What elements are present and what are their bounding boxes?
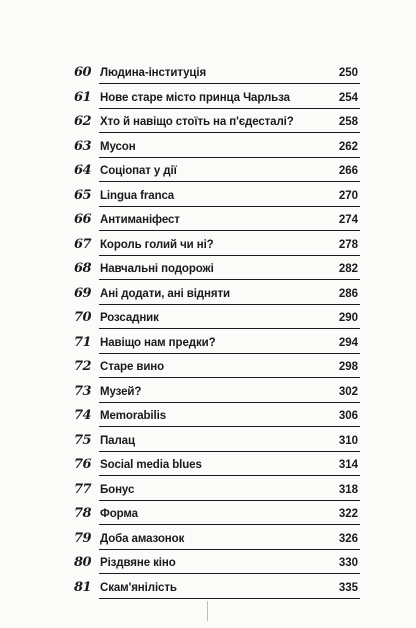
toc-entry[interactable] [74, 62, 360, 87]
chapter-number: 66 [74, 212, 92, 227]
toc-line [99, 503, 360, 525]
chapter-number: 81 [74, 579, 92, 595]
page-number: 318 [338, 483, 358, 496]
chapter-title: Король голий чи ні? [100, 238, 214, 251]
toc-line [99, 528, 360, 550]
toc-entry[interactable] [74, 577, 360, 602]
toc-entry[interactable] [74, 528, 360, 553]
chapter-number: 75 [74, 432, 92, 448]
toc-entry[interactable] [74, 552, 360, 577]
chapter-number: 67 [74, 236, 92, 252]
chapter-title: Людина-інституція [100, 67, 207, 79]
page-number: 262 [338, 140, 358, 153]
chapter-number: 80 [74, 555, 92, 570]
toc-line [99, 111, 360, 133]
page-number: 306 [338, 410, 358, 422]
page-number: 290 [338, 312, 358, 324]
chapter-title: Різдвяне кіно [100, 557, 176, 569]
chapter-number: 64 [74, 163, 92, 178]
chapter-number: 60 [74, 65, 92, 80]
page-number: 326 [338, 532, 358, 545]
toc-line [99, 332, 360, 354]
toc-entry[interactable] [74, 454, 360, 479]
toc-entry[interactable] [74, 209, 360, 234]
page-number: 298 [338, 361, 358, 373]
page-number: 282 [338, 263, 358, 275]
toc-line [99, 405, 360, 427]
chapter-title: Антиманіфест [100, 214, 180, 226]
chapter-title: Доба амазонок [100, 532, 185, 545]
chapter-title: Палац [100, 434, 135, 447]
toc-line [99, 234, 360, 256]
page-number: 254 [338, 91, 358, 104]
table-of-contents [74, 62, 360, 601]
page-number: 274 [338, 214, 358, 226]
toc-entry[interactable] [74, 87, 360, 112]
page-number: 266 [338, 165, 358, 177]
toc-line [99, 283, 360, 305]
chapter-number: 79 [74, 530, 92, 546]
chapter-title: Хто й навіщо стоїть на п'єдесталі? [100, 116, 294, 128]
toc-entry[interactable] [74, 307, 360, 332]
toc-line [99, 185, 360, 207]
chapter-title: Форма [100, 508, 138, 520]
page-number: 250 [338, 67, 358, 79]
toc-line [99, 87, 360, 109]
page-number: 278 [338, 238, 358, 251]
toc-entry[interactable] [74, 258, 360, 283]
toc-entry[interactable] [74, 381, 360, 406]
toc-line [99, 160, 360, 182]
chapter-number: 73 [74, 383, 92, 399]
page-number: 322 [338, 508, 358, 520]
chapter-title: Розсадник [100, 312, 159, 324]
toc-line [99, 381, 360, 403]
page-mark [207, 601, 208, 621]
page-number: 302 [338, 385, 358, 398]
chapter-number: 74 [74, 408, 92, 423]
chapter-number: 78 [74, 506, 92, 521]
chapter-number: 77 [74, 481, 92, 497]
toc-line [99, 454, 360, 476]
page-number: 330 [338, 557, 358, 569]
toc-entry[interactable] [74, 160, 360, 185]
toc-entry[interactable] [74, 111, 360, 136]
toc-entry[interactable] [74, 503, 360, 528]
toc-line [99, 136, 360, 158]
chapter-title: Memorabilis [100, 410, 167, 422]
chapter-title: Social media blues [100, 459, 202, 471]
chapter-number: 63 [74, 138, 92, 154]
toc-line [99, 577, 360, 599]
chapter-title: Ані додати, ані відняти [100, 287, 230, 300]
toc-line [99, 209, 360, 231]
chapter-title: Lingua franca [100, 189, 175, 202]
toc-entry[interactable] [74, 332, 360, 357]
chapter-title: Соціопат у дії [100, 165, 177, 177]
toc-entry[interactable] [74, 136, 360, 161]
chapter-number: 71 [74, 334, 92, 350]
toc-entry[interactable] [74, 405, 360, 430]
chapter-title: Музей? [100, 385, 142, 398]
toc-line [99, 552, 360, 574]
chapter-number: 72 [74, 359, 92, 374]
toc-entry[interactable] [74, 430, 360, 455]
page-number: 270 [338, 189, 358, 202]
page-number: 314 [338, 459, 358, 471]
chapter-number: 61 [74, 89, 92, 105]
toc-entry[interactable] [74, 479, 360, 504]
toc-line [99, 356, 360, 378]
page-number: 258 [338, 116, 358, 128]
chapter-title: Навчальні подорожі [100, 263, 214, 275]
chapter-number: 76 [74, 457, 92, 472]
page-number: 335 [338, 581, 358, 594]
chapter-number: 70 [74, 310, 92, 325]
toc-entry[interactable] [74, 185, 360, 210]
chapter-title: Старе вино [100, 361, 165, 373]
page-number: 286 [338, 287, 358, 300]
chapter-number: 65 [74, 187, 92, 203]
page-number: 310 [338, 434, 358, 447]
chapter-title: Бонус [100, 483, 135, 496]
chapter-number: 62 [74, 114, 92, 129]
chapter-title: Мусон [100, 140, 136, 153]
toc-line [99, 307, 360, 329]
toc-entry[interactable] [74, 283, 360, 308]
page-number: 294 [338, 336, 358, 349]
toc-line [99, 430, 360, 452]
chapter-number: 68 [74, 261, 92, 276]
chapter-title: Навіщо нам предки? [100, 336, 216, 349]
toc-entry[interactable] [74, 234, 360, 259]
chapter-number: 69 [74, 285, 92, 301]
toc-line [99, 62, 360, 84]
toc-entry[interactable] [74, 356, 360, 381]
chapter-title: Нове старе місто принца Чарльза [100, 91, 290, 104]
toc-line [99, 258, 360, 280]
toc-line [99, 479, 360, 501]
chapter-title: Скам'янілість [100, 581, 177, 594]
